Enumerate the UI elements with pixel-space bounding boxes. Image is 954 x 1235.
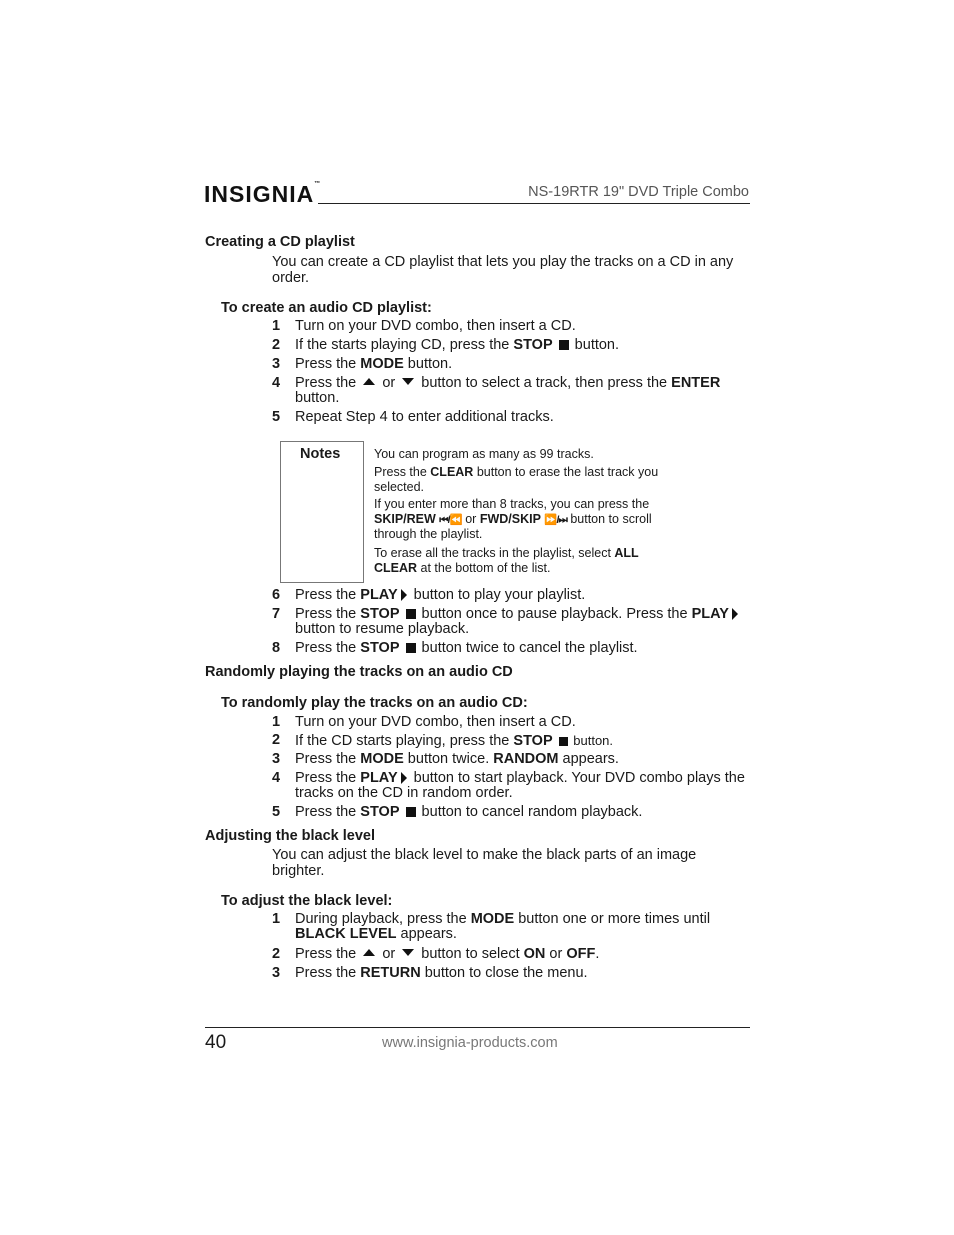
footer-url: www.insignia-products.com xyxy=(382,1035,558,1051)
step-item: 8 Press the STOP button twice to cancel the playlist. xyxy=(272,640,638,656)
step-item: 3 Press the RETURN button to close the menu. xyxy=(272,965,588,981)
step-item: 4 Press the or button to select a track, then press the ENTER button. xyxy=(272,375,721,406)
step-item: 3 Press the MODE button twice. RANDOM appears. xyxy=(272,751,619,767)
stop-icon xyxy=(406,807,416,817)
down-arrow-icon xyxy=(402,378,414,385)
section-heading-cd-playlist: Creating a CD playlist xyxy=(205,234,355,250)
stop-icon xyxy=(559,737,568,746)
section-heading-random-play: Randomly playing the tracks on an audio CD xyxy=(205,664,513,680)
section-heading-black-level: Adjusting the black level xyxy=(205,828,376,844)
procedure-heading-cd-playlist: To create an audio CD playlist: xyxy=(221,300,432,316)
skip-rew-icon: ⏮/⏪ xyxy=(439,513,462,526)
page-number: 40 xyxy=(205,1032,227,1053)
note-item: To erase all the tracks in the playlist, select ALL CLEAR at the bottom of the list. xyxy=(374,546,639,575)
up-arrow-icon xyxy=(363,378,375,385)
note-item: You can program as many as 99 tracks. xyxy=(374,447,594,461)
notes-box xyxy=(280,441,364,583)
step-item: 5 Press the STOP button to cancel random playback. xyxy=(272,804,643,820)
fwd-skip-icon: ⏩/⏭ xyxy=(544,513,567,526)
step-item: 1 Turn on your DVD combo, then insert a CD. xyxy=(272,714,576,730)
step-item: 2 If the starts playing CD, press the STOP button. xyxy=(272,337,620,353)
up-arrow-icon xyxy=(363,949,375,956)
down-arrow-icon xyxy=(402,949,414,956)
step-item: 4 Press the PLAY button to start playback. Your DVD combo plays the tracks on the CD in random order. xyxy=(272,770,745,801)
procedure-heading-black-level: To adjust the black level: xyxy=(221,893,393,909)
stop-icon xyxy=(559,340,569,350)
note-item: If you enter more than 8 tracks, you can press the SKIP/REW ⏮/⏪ or FWD/SKIP ⏩/⏭ button to scroll through the playlist. xyxy=(374,497,652,541)
step-item: 2 Press the or button to select ON or OFF. xyxy=(272,946,600,962)
play-icon xyxy=(401,589,407,601)
footer-divider xyxy=(205,1027,750,1028)
step-item: 2 If the CD starts playing, press the STOP button. xyxy=(272,732,614,749)
play-icon xyxy=(401,772,407,784)
brand-logo: INSIGNIA™ xyxy=(204,181,321,207)
stop-icon xyxy=(406,643,416,653)
notes-title: Notes xyxy=(300,446,341,462)
step-item: 7 Press the STOP button once to pause playback. Press the PLAY button to resume playback. xyxy=(272,607,752,637)
step-item: 3 Press the MODE button. xyxy=(272,356,453,372)
step-item: 1 During playback, press the MODE button one or more times until BLACK LEVEL appears. xyxy=(272,911,711,942)
step-item: 1 Turn on your DVD combo, then insert a CD. xyxy=(272,318,576,334)
product-title: NS-19RTR 19" DVD Triple Combo xyxy=(528,184,749,200)
note-item: Press the CLEAR button to erase the last track you selected. xyxy=(374,465,659,494)
step-item: 5 Repeat Step 4 to enter additional tracks. xyxy=(272,409,554,425)
section-intro-cd-playlist: You can create a CD playlist that lets you play the tracks on a CD in any order. xyxy=(272,254,734,286)
stop-icon xyxy=(406,609,416,619)
header-divider xyxy=(318,203,750,204)
section-intro-black-level: You can adjust the black level to make the black parts of an image brighter. xyxy=(272,847,697,879)
procedure-heading-random-play: To randomly play the tracks on an audio CD: xyxy=(221,695,528,711)
play-icon xyxy=(732,608,738,620)
step-item: 6 Press the PLAY button to play your playlist. xyxy=(272,587,586,603)
